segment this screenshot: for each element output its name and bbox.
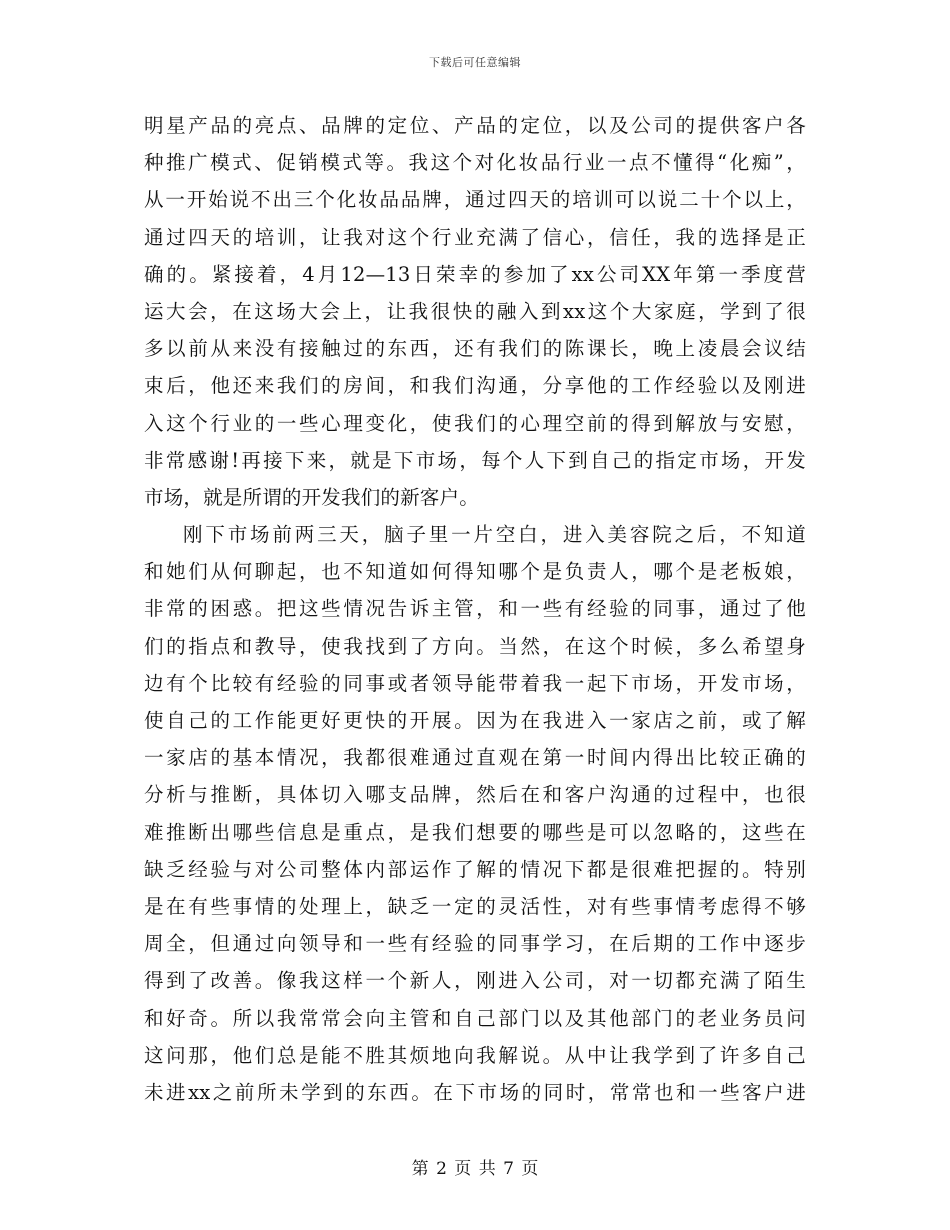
text-line: 非常的困惑。把这些情况告诉主管，和一些有经验的同事，通过了他 xyxy=(144,597,806,621)
text-line: 明星产品的亮点、品牌的定位、产品的定位，以及公司的提供客户各 xyxy=(144,114,806,137)
paragraph-1 xyxy=(144,107,806,516)
text-line: 未进xx之前所未学到的东西。在下市场的同时，常常也和一些客户进 xyxy=(144,1080,806,1104)
text-line: 周全，但通过向领导和一些有经验的同事学习，在后期的工作中逐步 xyxy=(144,932,806,956)
total-unit-label: 页 xyxy=(521,1159,539,1179)
total-label: 共 xyxy=(478,1159,496,1179)
text-line: 通过四天的培训，让我对这个行业充满了信心，信任，我的选择是正 xyxy=(144,225,806,249)
text-line: 运大会，在这场大会上，让我很快的融入到xx这个大家庭，学到了很 xyxy=(144,299,806,323)
text-line: 边有个比较有经验的同事或者领导能带着我一起下市场，开发市场， xyxy=(144,671,806,695)
text-line: 得到了改善。像我这样一个新人，刚进入公司，对一切都充满了陌生 xyxy=(144,969,806,993)
text-line: 们的指点和教导，使我找到了方向。当然，在这个时候，多么希望身 xyxy=(144,634,806,658)
page-unit-label: 页 xyxy=(454,1159,472,1179)
text-line: 这问那，他们总是能不胜其烦地向我解说。从中让我学到了许多自己 xyxy=(144,1043,806,1067)
text-line: 一家店的基本情况，我都很难通过直观在第一时间内得出比较正确的 xyxy=(144,746,806,770)
text-line: 多以前从来没有接触过的东西，还有我们的陈课长，晚上凌晨会议结 xyxy=(144,337,806,361)
text-line: 确的。紧接着，4月12—13日荣幸的参加了xx公司XX年第一季度营 xyxy=(144,262,806,286)
document-body xyxy=(144,107,806,1111)
total-page-count: 7 xyxy=(503,1159,514,1179)
text-line: 束后，他还来我们的房间，和我们沟通，分享他的工作经验以及刚进 xyxy=(144,374,806,398)
text-line: 市场，就是所谓的开发我们的新客户。 xyxy=(144,485,479,509)
page-footer xyxy=(0,1154,950,1179)
text-line: 从一开始说不出三个化妆品品牌，通过四天的培训可以说二十个以上， xyxy=(144,188,806,212)
current-page-number: 2 xyxy=(436,1159,447,1179)
text-line: 缺乏经验与对公司整体内部运作了解的情况下都是很难把握的。特别 xyxy=(144,857,806,881)
text-line: 种推广模式、促销模式等。我这个对化妆品行业一点不懂得“化痴”， xyxy=(144,151,806,175)
text-line: 使自己的工作能更好更快的开展。因为在我进入一家店之前，或了解 xyxy=(144,709,806,732)
text-line: 刚下市场前两三天，脑子里一片空白，进入美容院之后，不知道 xyxy=(183,523,806,547)
text-line: 是在有些事情的处理上，缺乏一定的灵活性，对有些事情考虑得不够 xyxy=(144,894,806,918)
text-line: 和她们从何聊起，也不知道如何得知哪个是负责人，哪个是老板娘， xyxy=(144,560,806,584)
page-header: 下载后可任意编辑 xyxy=(429,56,521,69)
text-line: 和好奇。所以我常常会向主管和自己部门以及其他部门的老业务员问 xyxy=(144,1006,806,1030)
page-label: 第 xyxy=(411,1159,429,1179)
text-line: 分析与推断，具体切入哪支品牌，然后在和客户沟通的过程中，也很 xyxy=(144,783,806,807)
paragraph-2 xyxy=(144,516,806,1111)
text-line: 非常感谢!再接下来，就是下市场，每个人下到自己的指定市场，开发 xyxy=(144,448,806,472)
text-line: 入这个行业的一些心理变化，使我们的心理空前的得到解放与安慰， xyxy=(144,411,806,435)
text-line: 难推断出哪些信息是重点，是我们想要的哪些是可以忽略的，这些在 xyxy=(144,820,806,844)
